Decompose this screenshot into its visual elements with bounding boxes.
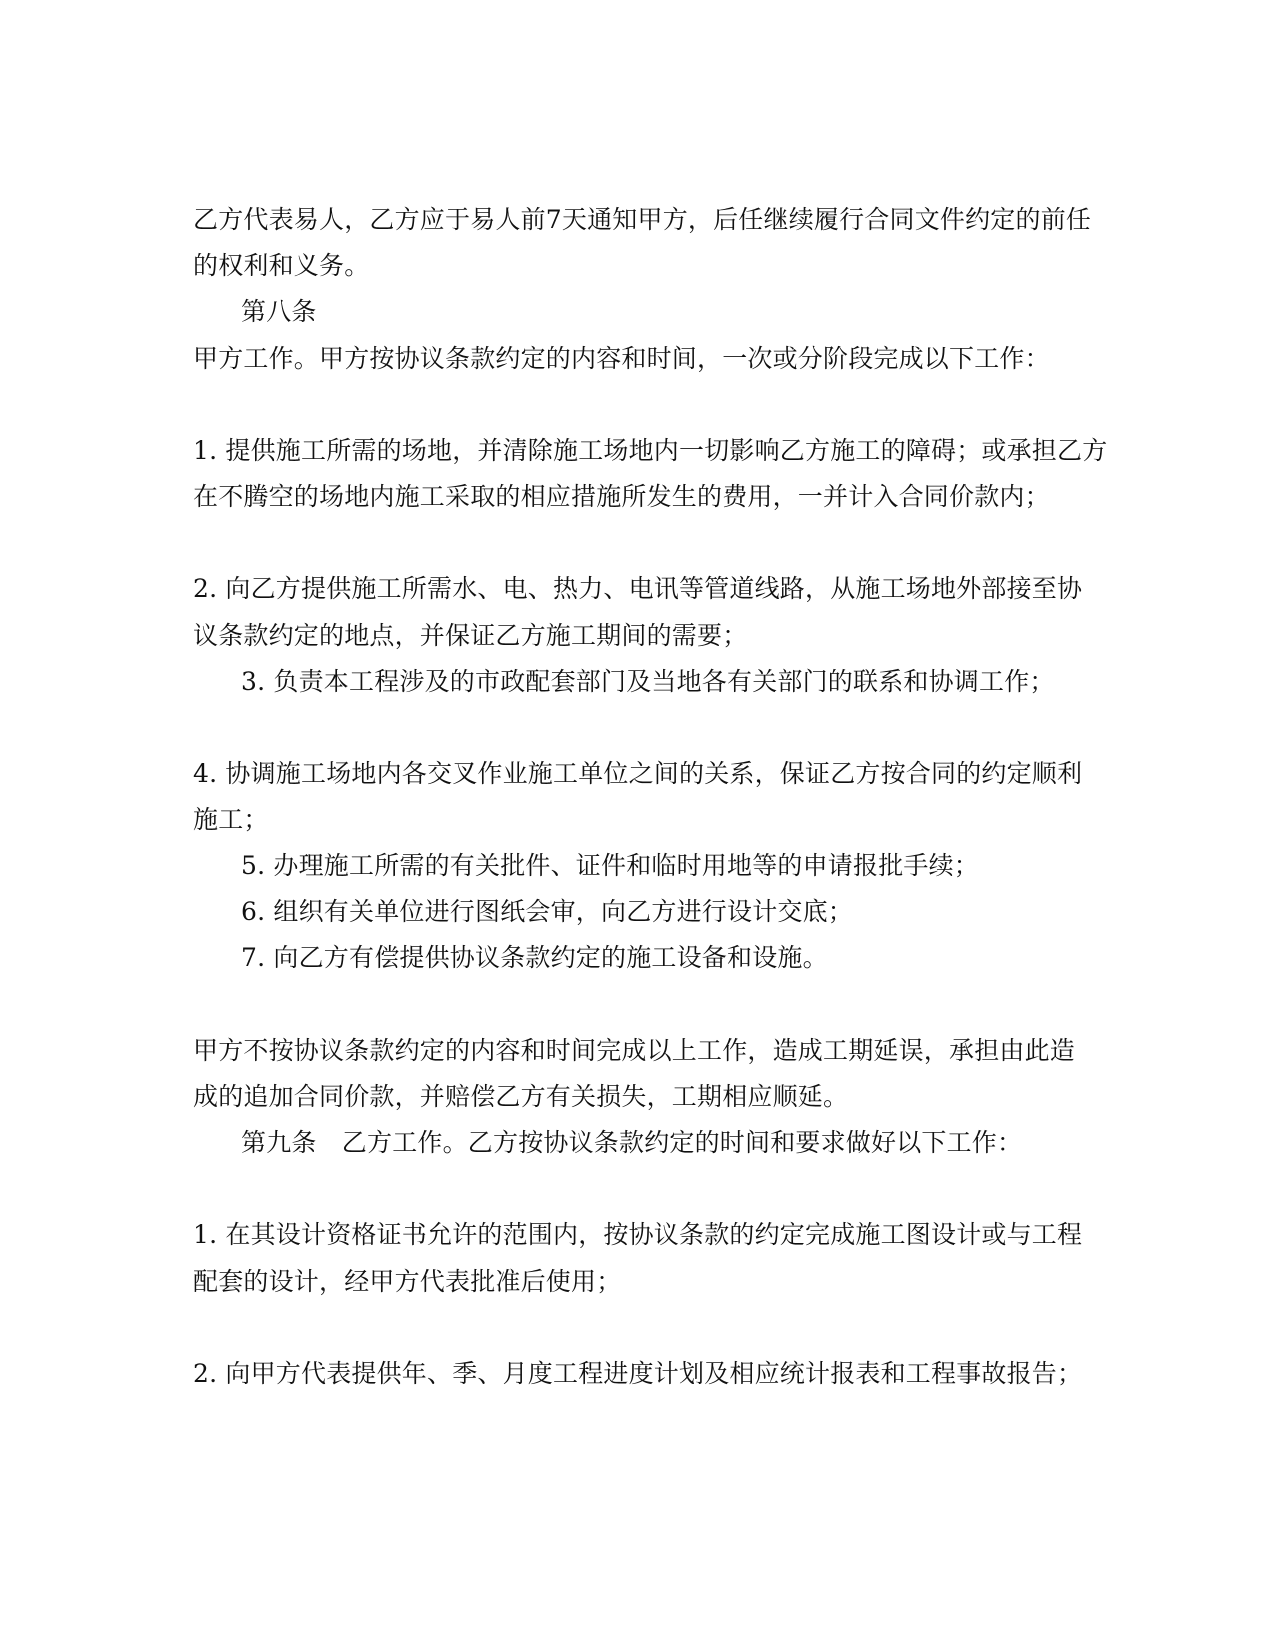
list-item: 1. 提供施工所需的场地，并清除施工场地内一切影响乙方施工的障碍；或承担乙方 bbox=[193, 436, 1108, 465]
list-item: 2. 向甲方代表提供年、季、月度工程进度计划及相应统计报表和工程事故报告； bbox=[193, 1359, 1083, 1388]
list-item: 1. 在其设计资格证书允许的范围内，按协议条款的约定完成施工图设计或与工程 bbox=[193, 1220, 1083, 1249]
text-line: 的权利和义务。 bbox=[193, 251, 370, 280]
list-item: 5. 办理施工所需的有关批件、证件和临时用地等的申请报批手续； bbox=[241, 851, 980, 880]
text-line: 成的追加合同价款，并赔偿乙方有关损失，工期相应顺延。 bbox=[193, 1082, 849, 1111]
text-line: 乙方代表易人，乙方应于易人前7天通知甲方，后任继续履行合同文件约定的前任 bbox=[193, 205, 1092, 234]
text-line: 甲方不按协议条款约定的内容和时间完成以上工作，造成工期延误，承担由此造 bbox=[193, 1036, 1076, 1065]
article-heading: 第八条 bbox=[241, 297, 317, 326]
list-item: 7. 向乙方有偿提供协议条款约定的施工设备和设施。 bbox=[241, 943, 828, 972]
list-item: 6. 组织有关单位进行图纸会审，向乙方进行设计交底； bbox=[241, 897, 854, 926]
list-item: 3. 负责本工程涉及的市政配套部门及当地各有关部门的联系和协调工作； bbox=[241, 667, 1055, 696]
list-item: 2. 向乙方提供施工所需水、电、热力、电讯等管道线路，从施工场地外部接至协 bbox=[193, 574, 1083, 603]
text-line: 施工； bbox=[193, 805, 269, 834]
list-item: 4. 协调施工场地内各交叉作业施工单位之间的关系，保证乙方按合同的约定顺利 bbox=[193, 759, 1083, 788]
article-heading: 第九条 乙方工作。乙方按协议条款约定的时间和要求做好以下工作： bbox=[241, 1128, 1023, 1157]
text-line: 配套的设计，经甲方代表批准后使用； bbox=[193, 1267, 622, 1296]
text-line: 在不腾空的场地内施工采取的相应措施所发生的费用，一并计入合同价款内； bbox=[193, 482, 1050, 511]
text-line: 甲方工作。甲方按协议条款约定的内容和时间，一次或分阶段完成以下工作： bbox=[193, 344, 1050, 373]
text-line: 议条款约定的地点，并保证乙方施工期间的需要； bbox=[193, 621, 748, 650]
